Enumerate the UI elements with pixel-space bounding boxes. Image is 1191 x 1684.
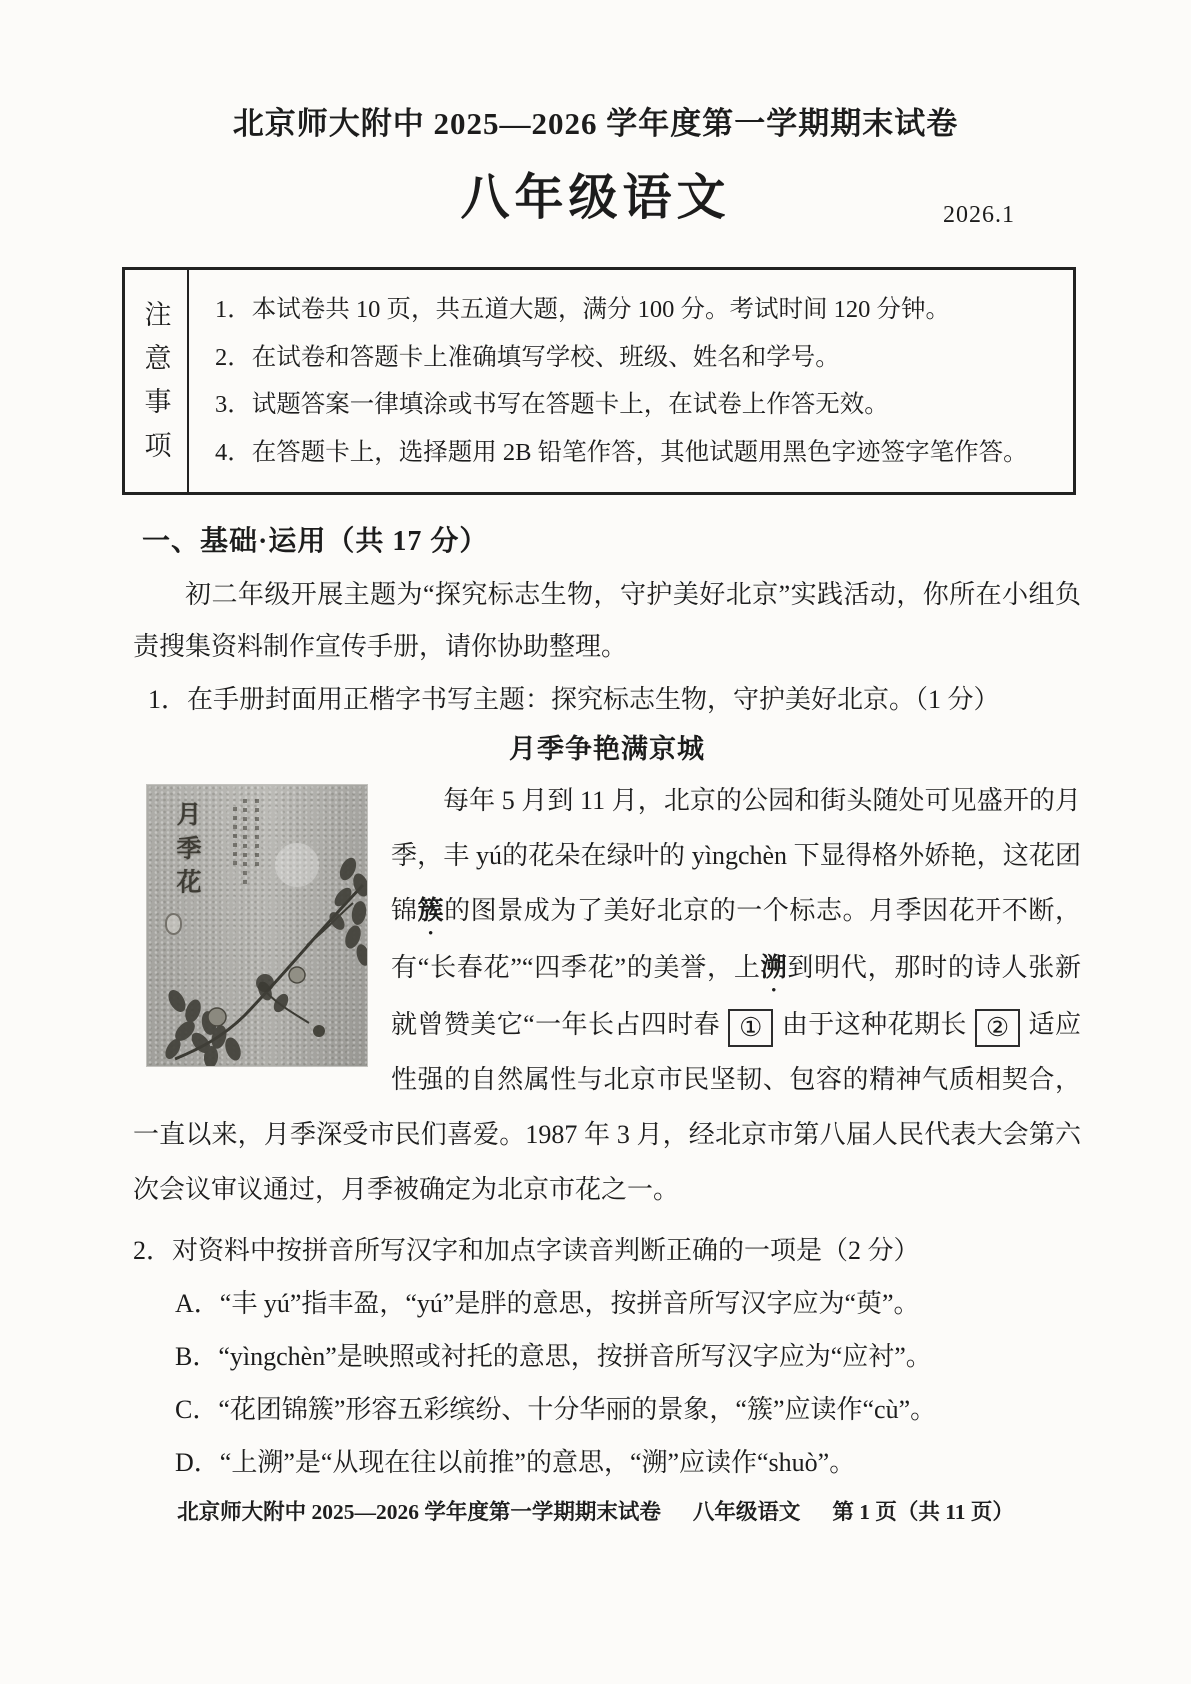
reading-passage: [133, 725, 1081, 1217]
school-header-line: 北京师大附中 2025—2026 学年度第一学期期末试卷: [232, 106, 959, 141]
painting-vertical-title: 月季花: [173, 801, 200, 903]
section1-heading: 一、基础·运用（共 17 分）: [142, 526, 489, 557]
passage-segment: 的图景成为了美好北京的一个标志。月季因花开不断，有“长春花”“四季花”的美誉，上: [391, 896, 1081, 982]
rose-painting: [147, 785, 367, 1066]
question-2: [133, 1225, 1087, 1489]
option-text: “yìngchèn”是映照或衬托的意思，按拼音所写汉字应为“应衬”。: [218, 1342, 932, 1371]
blank-numbered-box: ①: [728, 1009, 773, 1047]
option-text: “花团锦簇”形容五彩缤纷、十分华丽的景象，“簇”应读作“cù”。: [218, 1395, 937, 1424]
notice-side-label: 注意事项: [125, 270, 189, 492]
question-1: 1．在手册封面用正楷字书写主题：探究标志生物，守护美好北京。（1 分）: [148, 685, 1000, 714]
passage-segment: 适应性强的自然属性与北京市民坚韧、包容的精神气质相契合，一直以来，月季深受市民们喜爱。1987 年 3 月，经北京市第八届人民代表大会第六次会议审议通过，月季被确定为北京市花之一。: [133, 1010, 1081, 1204]
footer-page-number: 第 1 页（共 11 页）: [832, 1500, 1014, 1524]
footer-exam-name: 北京师大附中 2025—2026 学年度第一学期期末试卷: [177, 1500, 661, 1524]
painting-inscription-mark: [255, 799, 259, 871]
option-text: “丰 yú”指丰盈，“yú”是胖的意思，按拼音所写汉字应为“萸”。: [219, 1289, 920, 1318]
answer-option: [175, 1330, 1087, 1383]
notice-item: 2．在试卷和答题卡上准确填写学校、班级、姓名和学号。: [215, 343, 840, 371]
option-label: A．: [175, 1289, 220, 1318]
exam-title: 八年级语文: [460, 170, 731, 225]
passage-segment: 到明代，那时的诗人张新就曾赞美它“一年长占四时春: [391, 953, 1081, 1039]
option-label: B．: [175, 1342, 219, 1371]
painting-inscription-mark: [233, 807, 237, 865]
footer-subject: 八年级语文: [692, 1500, 801, 1524]
blank-numbered-box: ②: [975, 1009, 1020, 1047]
passage-segment: 由于这种花期长: [781, 1010, 967, 1039]
notice-item: 3．试题答案一律填涂或书写在答题卡上，在试卷上作答无效。: [215, 391, 889, 419]
emphasized-character: 簇: [417, 896, 445, 925]
option-text: “上溯”是“从现在往以前推”的意思，“溯”应读作“shuò”。: [219, 1448, 856, 1477]
notice-item: 1．本试卷共 10 页，共五道大题，满分 100 分。考试时间 120 分钟。: [215, 295, 950, 323]
page-footer: [0, 1495, 1191, 1526]
title-row: [0, 159, 1191, 233]
emphasized-character: 溯: [760, 953, 788, 982]
notice-item: 4．在答题卡上，选择题用 2B 铅笔作答，其他试题用黑色字迹签字笔作答。: [215, 439, 1028, 467]
passage-body: [133, 773, 1081, 1217]
painting-inscription-mark: [243, 799, 247, 885]
passage-segment: 每年 5 月到 11 月，北京的公园和街头随处可见盛开的月季，丰 yú的花朵在绿叶的 yìngchèn 下显得格外娇艳，这花团锦: [391, 786, 1081, 925]
exam-date: 2026.1: [943, 202, 1015, 228]
answer-option: [175, 1383, 1087, 1436]
option-label: C．: [175, 1395, 219, 1424]
question-2-stem: 2．对资料中按拼音所写汉字和加点字读音判断正确的一项是（2 分）: [133, 1236, 920, 1265]
painting-seal: [165, 913, 182, 935]
passage-title: 月季争艳满京城: [509, 734, 705, 764]
option-label: D．: [175, 1448, 220, 1477]
notice-box: [122, 267, 1076, 495]
answer-option: [175, 1436, 1087, 1489]
section1-intro: 初二年级开展主题为“探究标志生物，守护美好北京”实践活动，你所在小组负责搜集资料制作宣传手册，请你协助整理。: [133, 580, 1081, 661]
answer-option: [175, 1277, 1087, 1330]
notice-items: [189, 270, 1073, 492]
question-2-options: [133, 1277, 1087, 1489]
